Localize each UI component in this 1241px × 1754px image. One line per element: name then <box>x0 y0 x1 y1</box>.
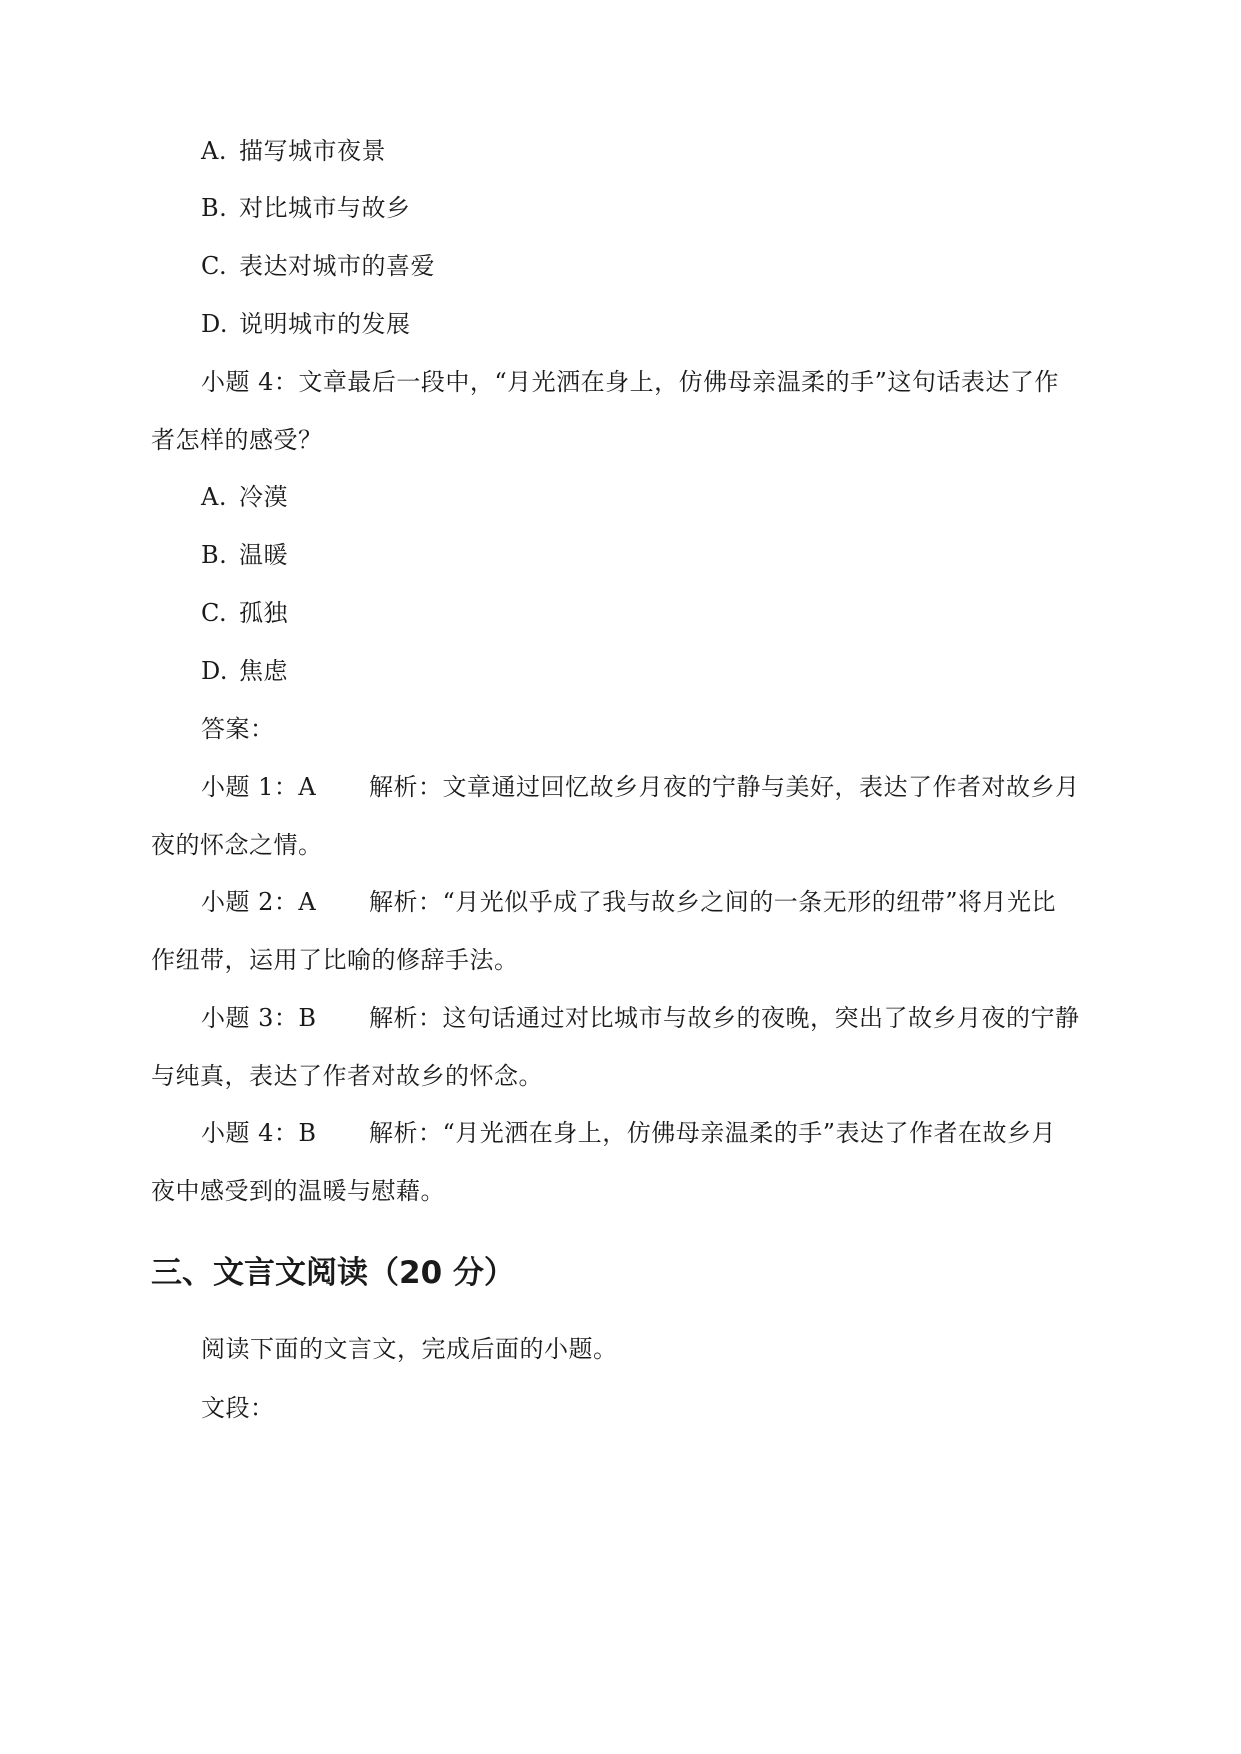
answer-explanation: 解析：这句话通过对比城市与故乡的夜晚，突出了故乡月夜的宁静 <box>369 1004 1080 1032</box>
option-letter: A. <box>201 483 227 511</box>
option-letter: D. <box>201 657 229 685</box>
option-letter: A. <box>201 137 227 165</box>
option-text: 表达对城市的喜爱 <box>239 252 435 280</box>
answer-1-line2: 夜的怀念之情。 <box>151 831 323 859</box>
option-text: 说明城市的发展 <box>239 310 411 338</box>
option-text: 对比城市与故乡 <box>239 194 411 222</box>
q3-option-a <box>201 135 386 167</box>
q3-option-c <box>201 250 435 282</box>
option-letter: C. <box>201 599 228 627</box>
section-heading: 三、文言文阅读（20 分） <box>151 1255 515 1291</box>
answer-2-line1 <box>201 886 1056 918</box>
answer-4-line1 <box>201 1117 1056 1149</box>
section-intro: 阅读下面的文言文，完成后面的小题。 <box>201 1335 618 1363</box>
q4-option-b <box>201 539 288 571</box>
answer-label: 小题 2：A <box>201 888 317 916</box>
q4-option-a <box>201 481 288 513</box>
option-text: 焦虑 <box>239 657 288 685</box>
answer-2-line2: 作纽带，运用了比喻的修辞手法。 <box>151 946 519 974</box>
answer-3-line2: 与纯真，表达了作者对故乡的怀念。 <box>151 1062 543 1090</box>
q4-stem-line2: 者怎样的感受？ <box>151 426 323 454</box>
q4-option-d <box>201 655 288 687</box>
answer-label: 小题 4：B <box>201 1119 317 1147</box>
answers-label: 答案： <box>201 715 275 743</box>
q3-option-d <box>201 308 411 340</box>
answer-explanation: 解析：文章通过回忆故乡月夜的宁静与美好，表达了作者对故乡月 <box>369 773 1080 801</box>
q3-option-b <box>201 192 411 224</box>
answer-label: 小题 3：B <box>201 1004 317 1032</box>
option-text: 温暖 <box>239 541 288 569</box>
answer-label: 小题 1：A <box>201 773 317 801</box>
option-text: 描写城市夜景 <box>239 137 386 165</box>
option-letter: C. <box>201 252 228 280</box>
option-letter: D. <box>201 310 229 338</box>
answer-4-line2: 夜中感受到的温暖与慰藉。 <box>151 1177 445 1205</box>
answer-explanation: 解析：“月光似乎成了我与故乡之间的一条无形的纽带”将月光比 <box>369 888 1057 916</box>
q4-stem-line1: 小题 4：文章最后一段中，“月光洒在身上，仿佛母亲温柔的手”这句话表达了作 <box>201 368 1059 396</box>
option-letter: B. <box>201 541 228 569</box>
option-text: 孤独 <box>239 599 288 627</box>
answer-1-line1 <box>201 771 1080 803</box>
option-letter: B. <box>201 194 228 222</box>
option-text: 冷漠 <box>239 483 288 511</box>
passage-label: 文段： <box>201 1394 275 1422</box>
answer-explanation: 解析：“月光洒在身上，仿佛母亲温柔的手”表达了作者在故乡月 <box>369 1119 1057 1147</box>
q4-option-c <box>201 597 288 629</box>
answer-3-line1 <box>201 1002 1080 1034</box>
